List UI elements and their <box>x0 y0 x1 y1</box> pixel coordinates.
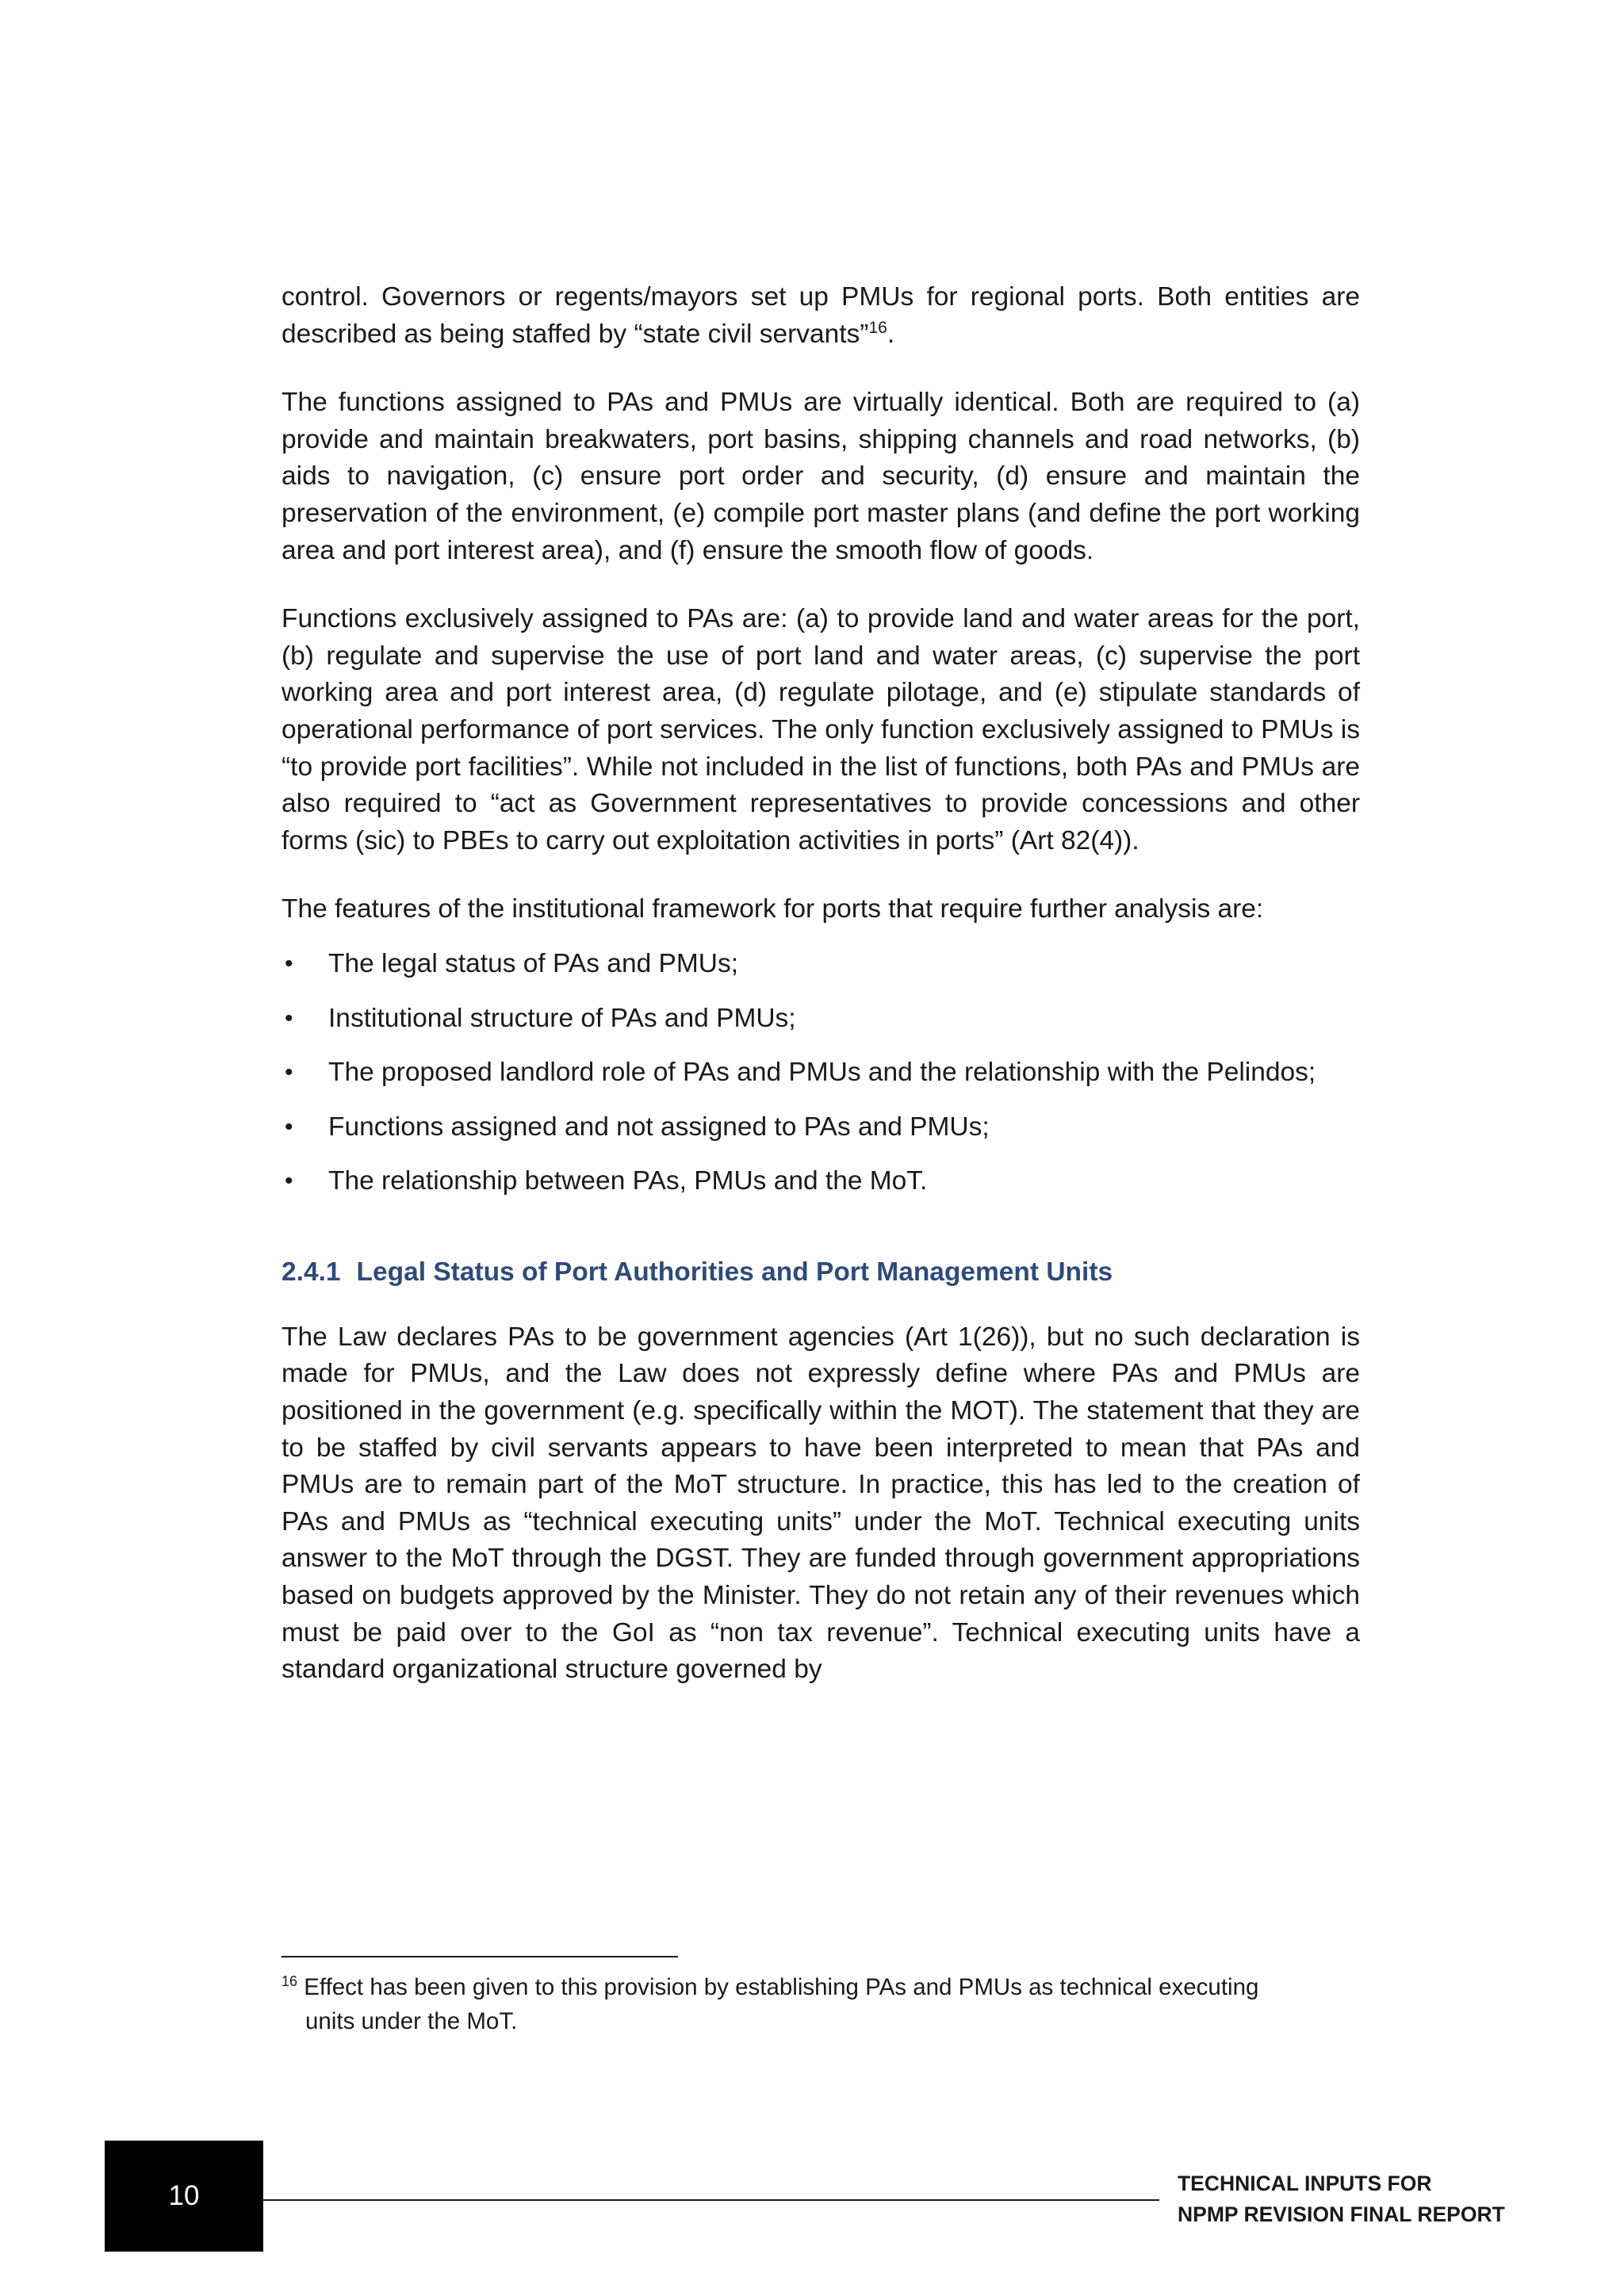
bullet-text: Institutional structure of PAs and PMUs; <box>328 1003 796 1033</box>
bullet-text: The relationship between PAs, PMUs and the MoT. <box>328 1166 928 1196</box>
section-title: Legal Status of Port Authorities and Port Management Units <box>356 1257 1113 1287</box>
footnote-line-1 <box>282 1970 1360 2004</box>
footer-title-line-2: NPMP REVISION FINAL REPORT <box>1178 2202 1505 2226</box>
footnote-reference[interactable]: 16 <box>868 318 887 337</box>
bullet-item <box>282 1054 1360 1092</box>
page-number: 10 <box>168 2180 200 2211</box>
section-body: The Law declares PAs to be government agencies (Art 1(26)), but no such declaration is made for PMUs, and the Law does not expressly define where PAs and PMUs are positioned in the government (e.g. specifically within the MOT). The statement that they are to be staffed by civil servants appears to have been interpreted to mean that PAs and PMUs are to remain part of the MoT structure. In practice, this has led to the creation of PAs and PMUs as “technical executing units” under the MoT. Technical executing units answer to the MoT through the DGST. They are funded through government appropriations based on budgets approved by the Minister. They do not retain any of their revenues which must be paid over to the GoI as “non tax revenue”. Technical executing units have a standard organizational structure governed by <box>282 1322 1360 1685</box>
page-number-box <box>105 2141 263 2252</box>
section-number: 2.4.1 <box>282 1257 341 1287</box>
footer-divider <box>263 2199 1159 2201</box>
bullet-text: Functions assigned and not assigned to PAs and PMUs; <box>328 1112 990 1142</box>
bullet-item <box>282 1109 1360 1146</box>
section-heading <box>282 1254 1360 1291</box>
paragraph-2: The functions assigned to PAs and PMUs are virtually identical. Both are required to (a) provide and maintain breakwaters, port basins, shipping channels and road networks, (b) aids to navigation, (c) ensure port order and security, (d) ensure and maintain the preservation of the environment, (e) compile port master plans (and define the port working area and port interest area), and (f) ensure the smooth flow of goods. <box>282 388 1360 565</box>
bullet-list <box>282 946 1360 1200</box>
footnote-text-1: Effect has been given to this provision by establishing PAs and PMUs as technical executing <box>304 1974 1259 2000</box>
bullet-item <box>282 1163 1360 1200</box>
bullet-icon: • <box>285 950 293 977</box>
bullet-icon: • <box>285 1004 293 1031</box>
paragraph-1-text: control. Governors or regents/mayors set up PMUs for regional ports. Both entities are described as being staffed by “state civil servants” <box>282 282 1360 349</box>
bullet-item <box>282 946 1360 983</box>
page-body <box>282 279 1360 1720</box>
paragraph-3: Functions exclusively assigned to PAs are: (a) to provide land and water areas for the port, (b) regulate and supervise the use of port land and water areas, (c) supervise the port working area and port interest area, (d) regulate pilotage, and (e) stipulate standards of operational performance of port services. The only function exclusively assigned to PMUs is “to provide port facilities”. While not included in the list of functions, both PAs and PMUs are also required to “act as Government representatives to provide concessions and other forms (sic) to PBEs to carry out exploitation activities in ports” (Art 82(4)). <box>282 604 1360 855</box>
paragraph-4: The features of the institutional framework for ports that require further analysis are: <box>282 894 1264 924</box>
bullet-text: The proposed landlord role of PAs and PMUs and the relationship with the Pelindos; <box>328 1058 1316 1088</box>
paragraph-1-end: . <box>887 319 895 349</box>
footnote-number: 16 <box>282 1973 298 1990</box>
bullet-icon: • <box>285 1113 293 1140</box>
bullet-icon: • <box>285 1168 293 1195</box>
footer-report-title <box>1178 2168 1505 2230</box>
footer-title-line-1: TECHNICAL INPUTS FOR <box>1178 2172 1432 2195</box>
bullet-item <box>282 1001 1360 1038</box>
bullet-text: The legal status of PAs and PMUs; <box>328 948 739 978</box>
footnote <box>282 1970 1360 2038</box>
footnote-divider <box>282 1956 678 1957</box>
paragraph-1 <box>282 279 1360 353</box>
bullet-icon: • <box>285 1059 293 1086</box>
footnote-text-2: units under the MoT. <box>305 2008 518 2034</box>
